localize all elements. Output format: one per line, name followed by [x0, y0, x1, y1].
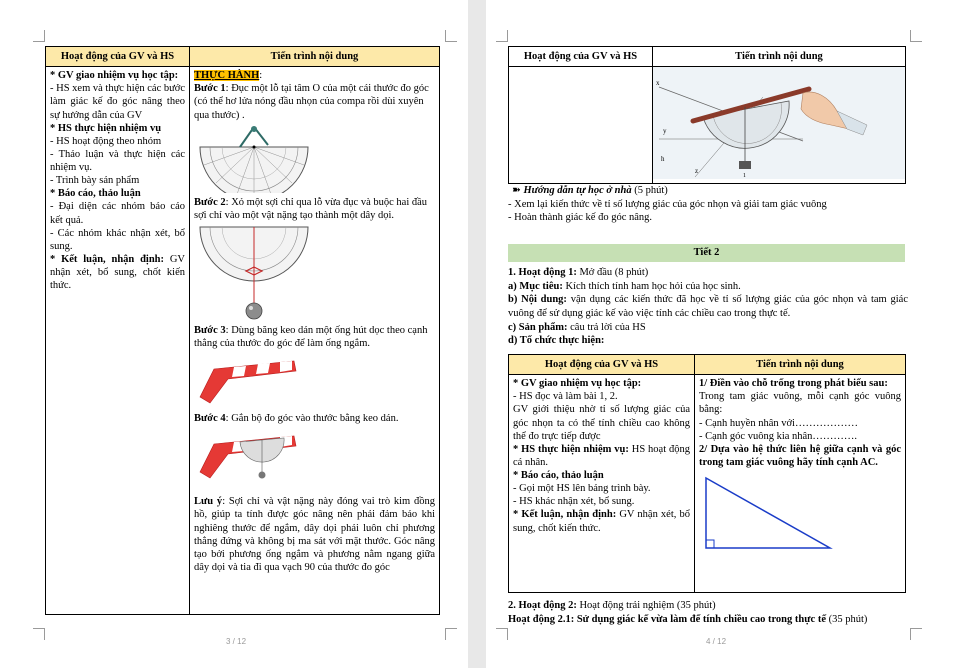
gv-heading: * GV giao nhiệm vụ học tập: [50, 70, 179, 82]
gv-heading: * GV giao nhiệm vụ học tập: [513, 378, 642, 390]
objective-label: a) Mục tiêu: [508, 280, 563, 292]
question-1: 1/ Điền vào chỗ trống trong phát biểu sau: [699, 378, 888, 390]
margin-mark [496, 628, 508, 640]
hs-text: HS hoạt động cá nhân. [513, 443, 691, 468]
figure-label-h: h [661, 155, 665, 164]
figure-label-x: x [656, 79, 660, 88]
page-number: 4 / 12 [706, 637, 727, 646]
bc-heading: * Báo cáo, thảo luận [50, 188, 141, 200]
product-text: câu trả lời của HS [567, 321, 646, 333]
page-3 [0, 0, 468, 668]
act1-label: 1. Hoạt động 1: [508, 267, 577, 278]
question-1-blank: - Cạnh huyền nhân với……………… [699, 417, 858, 429]
figure-label-y: y [663, 127, 667, 136]
bc-item: - HS khác nhận xét, bổ sung. [513, 496, 635, 508]
right-triangle-figure [703, 475, 833, 551]
note-label: Lưu ý [194, 496, 223, 508]
hs-item: - HS hoạt động theo nhóm [50, 135, 162, 147]
activity1-table [508, 354, 906, 593]
kl-text: GV nhận xét, bổ sung, chốt kiến thức. [50, 253, 186, 292]
hs-item: - Trình bày sản phẩm [50, 175, 140, 187]
question-1-blank: - Cạnh góc vuông kia nhân…………. [699, 430, 858, 442]
act2-text: Hoạt động trải nghiệm (35 phút) [576, 600, 716, 611]
figure-label-z: z [695, 167, 699, 176]
hs-heading: * HS thực hiện nhiệm vụ: [513, 443, 629, 455]
margin-mark [445, 30, 457, 42]
product-label: c) Sản phẩm: [508, 321, 568, 333]
plumb-line-image [194, 225, 314, 321]
col-header-activity: Hoạt động của GV và HS [46, 47, 190, 67]
homework-item: - Xem lại kiến thức về tỉ số lượng giác của góc nhọn và giải tam giác vuông [508, 198, 827, 210]
step2-text: : Xỏ một sợi chỉ qua lỗ vừa đục và buộc hai đầu sợi chỉ vào một vật nặng tạo thành một dây dọi. [194, 196, 428, 221]
step1-label: Bước 1 [194, 83, 226, 95]
homework-time: (5 phút) [631, 185, 668, 196]
protractor-compass-image [194, 125, 314, 193]
act21-label: Hoạt động 2.1: Sử dụng giác kế vừa làm để tính chiều cao trong thực tế [508, 613, 826, 625]
margin-mark [910, 30, 922, 42]
col-header-activity: Hoạt động của GV và HS [509, 47, 653, 67]
hs-heading: * HS thực hiện nhiệm vụ [50, 122, 162, 134]
act2-label: 2. Hoạt động 2: [508, 600, 577, 611]
margin-mark [33, 30, 45, 42]
kl-heading: * Kết luận, nhận định: [50, 253, 165, 265]
page-gap [468, 0, 486, 668]
act21-time: (35 phút) [825, 613, 868, 625]
kl-text: GV nhận xét, bổ sung, chốt kiến thức. [513, 509, 690, 534]
content-text: vận dụng các kiến thức đã học về tỉ số lượng giác của góc nhọn và tam giác vuông để sử dụng giác kế vào việc tính các chiều cao trong thực tế. [508, 294, 908, 319]
col-header-content: Tiến trình nội dung [653, 47, 906, 67]
homework-item: - Hoàn thành giác kế đo góc nâng. [508, 212, 653, 224]
step2-label: Bước 2 [194, 196, 226, 208]
organization-label: d) Tổ chức thực hiện: [508, 335, 605, 347]
activity-table [45, 46, 440, 615]
margin-mark [33, 628, 45, 640]
gv-item: - HS xem và thực hiện các bước làm giác kế đo góc nâng theo sự hướng dẫn của GV [50, 83, 186, 121]
col-header-activity: Hoạt động của GV và HS [509, 355, 695, 375]
figure-label-one: 1 [743, 173, 746, 180]
top-activity-table [508, 46, 906, 184]
gv-item: GV giới thiệu nhờ tỉ số lượng giác của góc nhọn ta có thể tính chiều cao không thể đo trực tiếp được [513, 404, 690, 442]
homework-heading: Hướng dẫn tự học ở nhà [523, 185, 632, 196]
objective-text: Kích thích tính ham học hỏi của học sinh. [562, 280, 741, 292]
margin-mark [496, 30, 508, 42]
col-header-content: Tiến trình nội dung [190, 47, 440, 67]
margin-mark [910, 628, 922, 640]
bc-item: - Gọi một HS lên bảng trình bày. [513, 483, 651, 495]
page-number: 3 / 12 [226, 637, 247, 646]
step1-text: : Đục một lỗ tại tâm O của một cái thước đo góc (có thể hơ lửa nóng đầu nhọn của compa rồi dùi xuyên qua thước) . [194, 83, 429, 121]
note-text: : Sợi chỉ và vật nặng này đóng vai trò kim đồng hồ, giúp ta tính được góc nâng nên phải đảm bảo khi nghiêng thước để ngắm, dây dọi phải luôn chỉ phương thẳng đứng và không bị ma sát với mặt thước. Góc nâng tạo bởi phương ống ngắm và phương nằm ngang giữa dây dọi và tia đi qua vạch 90 của thước đo góc [194, 496, 435, 573]
straw-sight-image [194, 353, 304, 409]
hs-item: - Thảo luận và thực hiện các nhiệm vụ. [50, 148, 185, 173]
gv-item: - HS đọc và làm bài 1, 2. [513, 391, 618, 403]
step4-text: : Gắn bộ đo góc vào thước bằng keo dán. [225, 413, 399, 425]
step3-label: Bước 3 [194, 324, 226, 336]
bc-item: - Đại diện các nhóm báo cáo kết quả. [50, 201, 185, 226]
bc-item: - Các nhóm khác nhận xét, bổ sung. [50, 227, 185, 252]
question-2: 2/ Dựa vào hệ thức liên hệ giữa cạnh và góc trong tam giác vuông hãy tính cạnh AC. [699, 443, 901, 468]
period-banner: Tiết 2 [508, 244, 905, 262]
clinometer-measurement-image [653, 67, 905, 179]
margin-mark [445, 628, 457, 640]
practice-colon: : [259, 70, 263, 82]
bc-heading: * Báo cáo, thảo luận [513, 470, 604, 481]
content-label: b) Nội dung: [508, 294, 567, 306]
step4-label: Bước 4 [194, 413, 226, 425]
step3-text: : Dùng băng keo dán một ống hút dọc theo cạnh thẳng của thước đo góc để làm ống ngắm. [194, 324, 428, 349]
question-1-intro: Trong tam giác vuông, mỗi cạnh góc vuông bằng: [699, 391, 901, 416]
col-header-content: Tiến trình nội dung [695, 355, 906, 375]
assembled-clinometer-image [194, 428, 304, 492]
practice-label: THỰC HÀNH [194, 70, 260, 82]
page-4 [486, 0, 955, 668]
double-arrow-icon: ➽ [512, 185, 521, 196]
act1-text: Mở đầu (8 phút) [576, 267, 649, 278]
kl-heading: * Kết luận, nhận định: [513, 509, 617, 521]
